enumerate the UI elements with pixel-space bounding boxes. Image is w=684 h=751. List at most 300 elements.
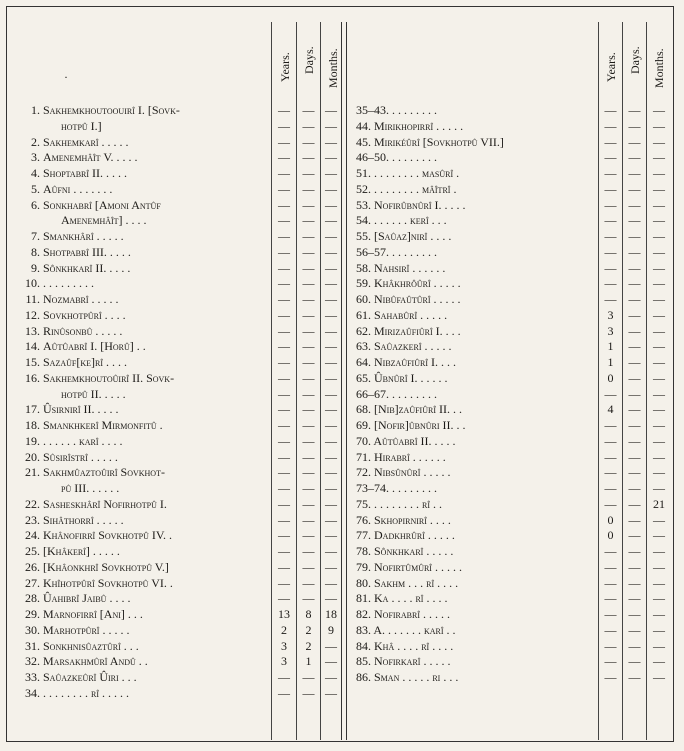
days-cell: — <box>628 623 641 637</box>
entry-name: Rinûsonbû . . . . . <box>43 324 123 338</box>
years-cell: — <box>604 119 617 133</box>
months-cell: — <box>325 450 337 464</box>
months-cell: — <box>325 276 337 290</box>
table-row <box>10 119 102 133</box>
table-row <box>10 623 129 637</box>
months-cell: — <box>325 229 337 243</box>
days-cell: — <box>302 182 315 196</box>
entry-name: Sakhemkhoutoûirî II. Sovk- <box>43 371 175 385</box>
table-row <box>10 591 130 605</box>
entry-number: 12. <box>25 308 40 322</box>
years-cell: — <box>604 623 617 637</box>
entry-name: Marsakhmûrî Andû . . <box>43 654 148 668</box>
table-row <box>10 182 112 196</box>
entry-name: 85. Nofirkarî . . . . . <box>356 654 451 668</box>
days-cell: — <box>628 292 641 306</box>
rule-center-2 <box>346 22 347 740</box>
entry-number: 6. <box>31 198 40 212</box>
years-cell: — <box>604 261 617 275</box>
entry-name: Marnofirrî [Ani] . . . <box>43 607 143 621</box>
years-cell: 0 <box>607 528 614 542</box>
months-cell: — <box>653 150 665 164</box>
table-row <box>356 670 458 684</box>
days-cell: — <box>628 560 641 574</box>
days-cell: — <box>302 544 315 558</box>
days-cell: — <box>628 276 641 290</box>
entry-name: 79. Nofirtûmûrî . . . . . <box>356 560 462 574</box>
days-cell: — <box>302 119 315 133</box>
months-cell: — <box>653 591 665 605</box>
table-row <box>10 465 165 479</box>
months-cell: — <box>325 292 337 306</box>
table-row <box>10 686 129 700</box>
header-left-days: Days. <box>302 46 316 74</box>
days-cell: — <box>628 654 641 668</box>
days-cell: — <box>628 513 641 527</box>
days-cell: — <box>302 513 315 527</box>
months-cell: — <box>653 292 665 306</box>
table-row <box>356 560 462 574</box>
entry-number: 18. <box>25 418 40 432</box>
years-cell: 4 <box>607 402 614 416</box>
table-row <box>356 654 450 668</box>
entry-name: Khânofirrî Sovkhotpû IV. . <box>43 528 173 542</box>
months-cell: — <box>325 355 337 369</box>
years-cell: — <box>604 607 617 621</box>
table-row <box>10 497 167 511</box>
days-cell: — <box>302 371 315 385</box>
months-cell: — <box>653 465 665 479</box>
years-cell: — <box>278 150 290 164</box>
entry-name: Sonkhnisûaztûrî . . . <box>43 639 139 653</box>
days-cell: — <box>302 465 315 479</box>
months-cell: — <box>653 418 665 432</box>
entry-name: Sakhemkhoutoouirî I. [Sovk- <box>43 103 180 117</box>
years-cell: — <box>604 103 617 117</box>
days-cell: — <box>628 355 641 369</box>
entry-name: 55. [Saûaz]nirî . . . . <box>356 229 452 243</box>
days-cell: — <box>628 324 641 338</box>
years-cell: — <box>604 276 617 290</box>
months-cell: — <box>653 308 665 322</box>
days-cell: — <box>628 450 641 464</box>
days-cell: — <box>628 528 641 542</box>
entry-number: 10. <box>25 276 40 290</box>
entry-name: 65. Ûbnûrî I. . . . . . <box>356 371 448 385</box>
months-cell: — <box>325 654 337 668</box>
table-row <box>356 103 437 117</box>
stray-mark: · <box>64 70 68 84</box>
entry-name: 62. Mirizaûfiûrî I. . . . <box>356 324 461 338</box>
entry-number: 23. <box>25 513 40 527</box>
entry-name: Sakhemkarî . . . . . <box>43 135 129 149</box>
years-cell: — <box>604 292 617 306</box>
table-row <box>10 560 169 574</box>
months-cell: — <box>325 497 337 511</box>
entry-name: 83. A. . . . . . . karî . . <box>356 623 456 637</box>
months-cell: — <box>325 166 337 180</box>
months-cell: — <box>653 213 665 227</box>
months-cell: — <box>325 387 337 401</box>
entry-name: 45. Mirikéûrî [Sovkhotpû VII.] <box>356 135 504 149</box>
months-cell: — <box>653 371 665 385</box>
days-cell: — <box>302 324 315 338</box>
table-row <box>10 387 126 401</box>
years-cell: 1 <box>607 339 614 353</box>
months-cell: — <box>325 418 337 432</box>
years-cell: — <box>278 686 290 700</box>
years-cell: 1 <box>607 355 614 369</box>
days-cell: — <box>302 670 315 684</box>
months-cell: 9 <box>328 623 334 637</box>
entry-name: 44. Mirikhopirrî . . . . . <box>356 119 464 133</box>
table-row <box>10 670 137 684</box>
days-cell: — <box>628 166 641 180</box>
days-cell: — <box>628 135 641 149</box>
years-cell: — <box>604 213 617 227</box>
days-cell: — <box>302 497 315 511</box>
months-cell: — <box>325 135 337 149</box>
entry-number: 15. <box>25 355 40 369</box>
table-row <box>10 513 124 527</box>
months-cell: — <box>653 355 665 369</box>
years-cell: — <box>278 213 290 227</box>
days-cell: — <box>628 339 641 353</box>
months-cell: — <box>325 639 337 653</box>
days-cell: — <box>628 261 641 275</box>
table-row <box>10 355 127 369</box>
table-row <box>10 245 131 259</box>
years-cell: — <box>278 308 290 322</box>
table-row <box>10 654 148 668</box>
days-cell: — <box>628 387 641 401</box>
days-cell: — <box>302 576 315 590</box>
table-row <box>10 607 143 621</box>
days-cell: — <box>302 150 315 164</box>
header-right-days: Days. <box>628 46 642 74</box>
days-cell: — <box>628 182 641 196</box>
months-cell: — <box>325 591 337 605</box>
entry-name: 51. . . . . . . . . masûrî . <box>356 166 460 180</box>
entry-number: 29. <box>25 607 40 621</box>
months-cell: 21 <box>653 497 665 511</box>
table-row <box>10 292 119 306</box>
months-cell: — <box>653 434 665 448</box>
days-cell: — <box>302 245 315 259</box>
entry-name: hotpû II. . . . . <box>61 387 126 401</box>
months-cell: — <box>653 245 665 259</box>
years-cell: — <box>604 670 617 684</box>
table-row <box>10 324 122 338</box>
table-row <box>356 639 453 653</box>
rule-center-1 <box>341 22 342 740</box>
entry-number: 7. <box>31 229 40 243</box>
months-cell: — <box>653 623 665 637</box>
table-row <box>356 591 447 605</box>
months-cell: — <box>653 135 665 149</box>
entry-name: 70. Aûtûabrî II. . . . . <box>356 434 456 448</box>
table-row <box>10 198 161 212</box>
entry-name: 86. Sman . . . . . ri . . . <box>356 670 459 684</box>
days-cell: — <box>628 245 641 259</box>
days-cell: — <box>302 418 315 432</box>
days-cell: — <box>302 560 315 574</box>
years-cell: — <box>278 481 290 495</box>
years-cell: — <box>604 544 617 558</box>
years-cell: — <box>604 150 617 164</box>
table-row <box>356 182 456 196</box>
years-cell: — <box>278 387 290 401</box>
days-cell: — <box>302 591 315 605</box>
years-cell: — <box>278 371 290 385</box>
entry-number: 3. <box>31 150 40 164</box>
entry-name: Amenemhâît] . . . . <box>61 213 147 227</box>
table-row <box>10 339 146 353</box>
entry-name: 58. Nahsirî . . . . . . <box>356 261 446 275</box>
years-cell: — <box>604 135 617 149</box>
years-cell: — <box>604 560 617 574</box>
days-cell: — <box>628 607 641 621</box>
days-cell: — <box>628 591 641 605</box>
years-cell: — <box>278 670 290 684</box>
years-cell: 3 <box>607 324 614 338</box>
entry-name: pû III. . . . . . <box>61 481 120 495</box>
years-cell: — <box>604 497 617 511</box>
months-cell: — <box>653 324 665 338</box>
entry-name: 82. Nofirabrî . . . . . <box>356 607 451 621</box>
entry-number: 33. <box>25 670 40 684</box>
months-cell: — <box>325 150 337 164</box>
table-row <box>10 418 163 432</box>
entry-name: 52. . . . . . . . . mâîtrî . <box>356 182 457 196</box>
table-row <box>356 371 448 385</box>
months-cell: — <box>653 402 665 416</box>
days-cell: — <box>628 119 641 133</box>
days-cell: — <box>628 434 641 448</box>
entry-name: 66–67. . . . . . . . . <box>356 387 437 401</box>
months-cell: — <box>325 481 337 495</box>
entry-number: 28. <box>25 591 40 605</box>
table-row <box>356 166 459 180</box>
years-cell: — <box>278 544 290 558</box>
entry-name: 81. Ka . . . . rî . . . . <box>356 591 448 605</box>
years-cell: — <box>278 135 290 149</box>
days-cell: — <box>302 261 315 275</box>
years-cell: — <box>604 245 617 259</box>
table-row <box>10 544 120 558</box>
days-cell: 8 <box>305 607 312 621</box>
table-row <box>356 402 462 416</box>
entry-name: 80. Sakhm . . . rî . . . . <box>356 576 459 590</box>
entry-name: Shoptabrî II. . . . . <box>43 166 128 180</box>
entry-number: 32. <box>25 654 40 668</box>
days-cell: — <box>302 355 315 369</box>
years-cell: — <box>278 261 290 275</box>
table-row <box>356 623 456 637</box>
years-cell: — <box>278 103 290 117</box>
entry-name: Sonkhabrî [Amoni Antûf <box>43 198 161 212</box>
table-row <box>356 434 456 448</box>
days-cell: — <box>628 229 641 243</box>
entry-number: 17. <box>25 402 40 416</box>
months-cell: — <box>325 308 337 322</box>
years-cell: — <box>278 166 290 180</box>
years-cell: — <box>604 654 617 668</box>
entry-name: Aûfni . . . . . . . <box>43 182 113 196</box>
months-cell: — <box>653 450 665 464</box>
years-cell: — <box>278 528 290 542</box>
table-row <box>356 150 437 164</box>
years-cell: — <box>278 513 290 527</box>
days-cell: — <box>628 670 641 684</box>
entry-name: 63. Saûazkerî . . . . . <box>356 339 452 353</box>
days-cell: — <box>628 371 641 385</box>
months-cell: — <box>325 371 337 385</box>
years-cell: 3 <box>281 654 287 668</box>
days-cell: — <box>628 213 641 227</box>
entry-number: 27. <box>25 576 40 590</box>
entry-name: 53. Nofirûbnûrî I. . . . . <box>356 198 466 212</box>
days-cell: — <box>302 135 315 149</box>
months-cell: — <box>653 513 665 527</box>
entry-number: 2. <box>31 135 40 149</box>
table-row <box>10 135 129 149</box>
days-cell: 2 <box>305 623 312 637</box>
entry-name: Shotpabrî III. . . . . <box>43 245 131 259</box>
years-cell: — <box>604 434 617 448</box>
table-row <box>10 481 119 495</box>
days-cell: — <box>302 229 315 243</box>
months-cell: — <box>653 166 665 180</box>
months-cell: — <box>653 607 665 621</box>
days-cell: — <box>302 166 315 180</box>
years-cell: — <box>278 276 290 290</box>
entry-name: 84. Khâ . . . . rî . . . . <box>356 639 454 653</box>
months-cell: — <box>325 528 337 542</box>
table-row <box>356 245 437 259</box>
days-cell: — <box>302 276 315 290</box>
days-cell: — <box>628 497 641 511</box>
table-row <box>356 135 504 149</box>
entry-number: 14. <box>25 339 40 353</box>
entry-name: 56–57. . . . . . . . . <box>356 245 437 259</box>
months-cell: — <box>325 670 337 684</box>
days-cell: — <box>628 639 641 653</box>
table-row <box>356 544 453 558</box>
years-cell: — <box>604 591 617 605</box>
months-cell: — <box>325 560 337 574</box>
table-row <box>10 402 119 416</box>
years-cell: — <box>278 339 290 353</box>
months-cell: — <box>653 103 665 117</box>
days-cell: — <box>302 528 315 542</box>
entry-number: 4. <box>31 166 40 180</box>
entry-number: 30. <box>25 623 40 637</box>
years-cell: — <box>278 576 290 590</box>
months-cell: — <box>325 261 337 275</box>
table-row <box>356 355 456 369</box>
months-cell: — <box>325 182 337 196</box>
table-row <box>356 324 461 338</box>
years-cell: 3 <box>607 308 614 322</box>
entry-name: Ûahibrî Jaibû . . . . <box>43 591 131 605</box>
years-cell: — <box>278 292 290 306</box>
entry-number: 8. <box>31 245 40 259</box>
years-cell: — <box>278 324 290 338</box>
entry-number: 24. <box>25 528 40 542</box>
table-row <box>10 434 123 448</box>
months-cell: — <box>325 402 337 416</box>
table-row <box>356 450 446 464</box>
entry-number: 19. <box>25 434 40 448</box>
entry-name: 76. Skhopirnirî . . . . <box>356 513 451 527</box>
entry-name: Sônkhkarî II. . . . . <box>43 261 131 275</box>
days-cell: — <box>628 103 641 117</box>
entry-name: Sakhmûaztoûirî Sovkhot- <box>43 465 165 479</box>
entry-number: 11. <box>25 292 40 306</box>
days-cell: — <box>302 103 315 117</box>
months-cell: — <box>653 339 665 353</box>
table-row <box>10 276 94 290</box>
days-cell: — <box>302 481 315 495</box>
years-cell: 13 <box>278 607 290 621</box>
entry-name: . . . . . . . . . <box>43 276 94 290</box>
days-cell: 1 <box>305 654 312 668</box>
table-row <box>10 229 124 243</box>
years-cell: — <box>278 229 290 243</box>
years-cell: — <box>278 245 290 259</box>
entry-name: Sasheskhârî Nofirhotpû I. <box>43 497 167 511</box>
entry-name: Amenemhâît V. . . . . <box>43 150 138 164</box>
months-cell: — <box>653 576 665 590</box>
entry-number: 13. <box>25 324 40 338</box>
days-cell: — <box>628 465 641 479</box>
entry-number: 31. <box>25 639 40 653</box>
years-cell: — <box>604 387 617 401</box>
days-cell: — <box>628 576 641 590</box>
table-row <box>356 387 437 401</box>
years-cell: — <box>278 418 290 432</box>
days-cell: — <box>302 198 315 212</box>
days-cell: — <box>628 150 641 164</box>
entry-name: 54. . . . . . . kerî . . . <box>356 213 447 227</box>
months-cell: — <box>325 245 337 259</box>
table-row <box>10 261 130 275</box>
table-row <box>10 450 118 464</box>
days-cell: — <box>302 339 315 353</box>
entry-name: 59. Khâkhrôûrî . . . . . <box>356 276 461 290</box>
years-cell: 0 <box>607 371 614 385</box>
table-row <box>356 528 455 542</box>
entry-name: 61. Sahabûrî . . . . . <box>356 308 448 322</box>
table-row <box>10 639 139 653</box>
header-left-months: Months. <box>326 48 340 88</box>
years-cell: — <box>604 418 617 432</box>
entry-name: Khîhotpûrî Sovkhotpû VI. . <box>43 576 173 590</box>
days-cell: — <box>302 686 315 700</box>
table-row <box>10 576 173 590</box>
years-cell: — <box>278 182 290 196</box>
table-row <box>356 276 461 290</box>
table-row <box>356 497 442 511</box>
table-row <box>356 607 450 621</box>
entry-name: 35–43. . . . . . . . . <box>356 103 437 117</box>
days-cell: — <box>628 198 641 212</box>
entry-name: Marhotpûrî . . . . . <box>43 623 130 637</box>
years-cell: — <box>604 465 617 479</box>
years-cell: — <box>604 481 617 495</box>
months-cell: — <box>325 119 337 133</box>
